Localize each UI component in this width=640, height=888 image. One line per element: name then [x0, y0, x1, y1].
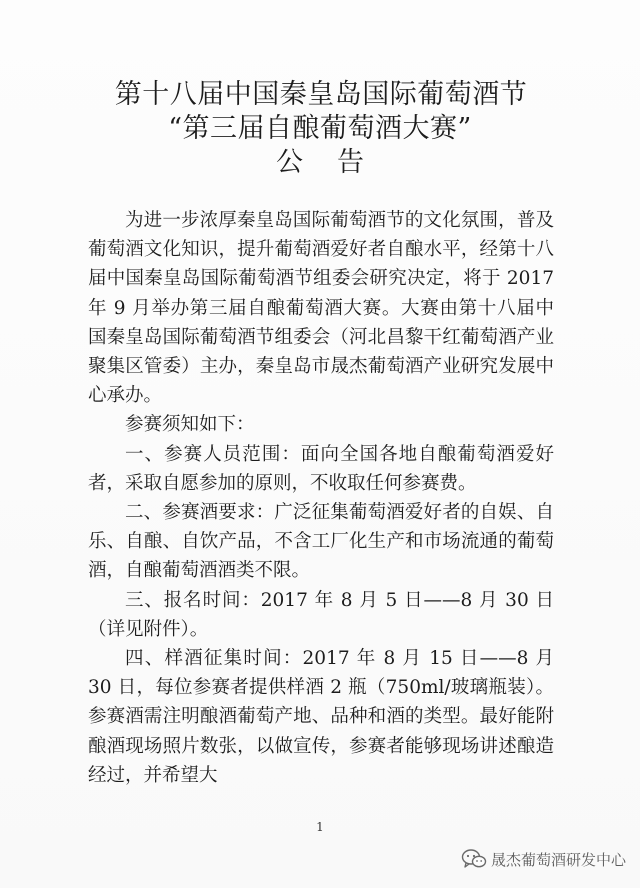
paragraph-item-2: 二、参赛酒要求：广泛征集葡萄酒爱好者的自娱、自乐、自酿、自饮产品，不含工厂化生产和市场流通的葡萄酒，自酿葡萄酒酒类不限。: [88, 502, 554, 582]
watermark: [461, 846, 626, 872]
paragraph-notice-heading: 参赛须知如下：: [125, 414, 255, 436]
paragraph-item-4: 四、样酒征集时间：2017 年 8 月 15 日——8 月 30 日，每位参赛者提供样酒 2 瓶（750ml/玻璃瓶装）。参赛酒需注明酿酒葡萄产地、品种和酒的类型。最好能附酿酒现场照片数张，以做宣传，参赛者能够现场讲述酿造经过，并希望大: [88, 648, 554, 786]
paragraph-item-1: 一、参赛人员范围：面向全国各地自酿葡萄酒爱好者，采取自愿参加的原则，不收取任何参赛费。: [88, 443, 554, 494]
paragraph-intro: 为进一步浓厚秦皇岛国际葡萄酒节的文化氛围，普及葡萄酒文化知识，提升葡萄酒爱好者自酿水平，经第十八届中国秦皇岛国际葡萄酒节组委会研究决定，将于 2017 年 9 月举办第三届自酿葡萄酒大赛。大赛由第十八届中国秦皇岛国际葡萄酒节组委会（河北昌黎干红葡萄酒产业聚集区管委）主办，秦皇岛市晟杰葡萄酒产业研究发展中心承办。: [88, 210, 554, 407]
document-body: [88, 206, 554, 790]
watermark-text: 晟杰葡萄酒研发中心: [490, 850, 626, 869]
title-line-1: 第十八届中国秦皇岛国际葡萄酒节: [114, 79, 528, 110]
page-number: 1: [316, 820, 324, 834]
title-block: [0, 78, 640, 180]
title-notice: 公告: [276, 147, 398, 178]
paragraph-item-3: 三、报名时间：2017 年 8 月 5 日——8 月 30 日（详见附件）。: [88, 589, 554, 640]
title-line-2: “第三届自酿葡萄酒大赛”: [168, 113, 472, 144]
wechat-icon: [461, 848, 487, 870]
